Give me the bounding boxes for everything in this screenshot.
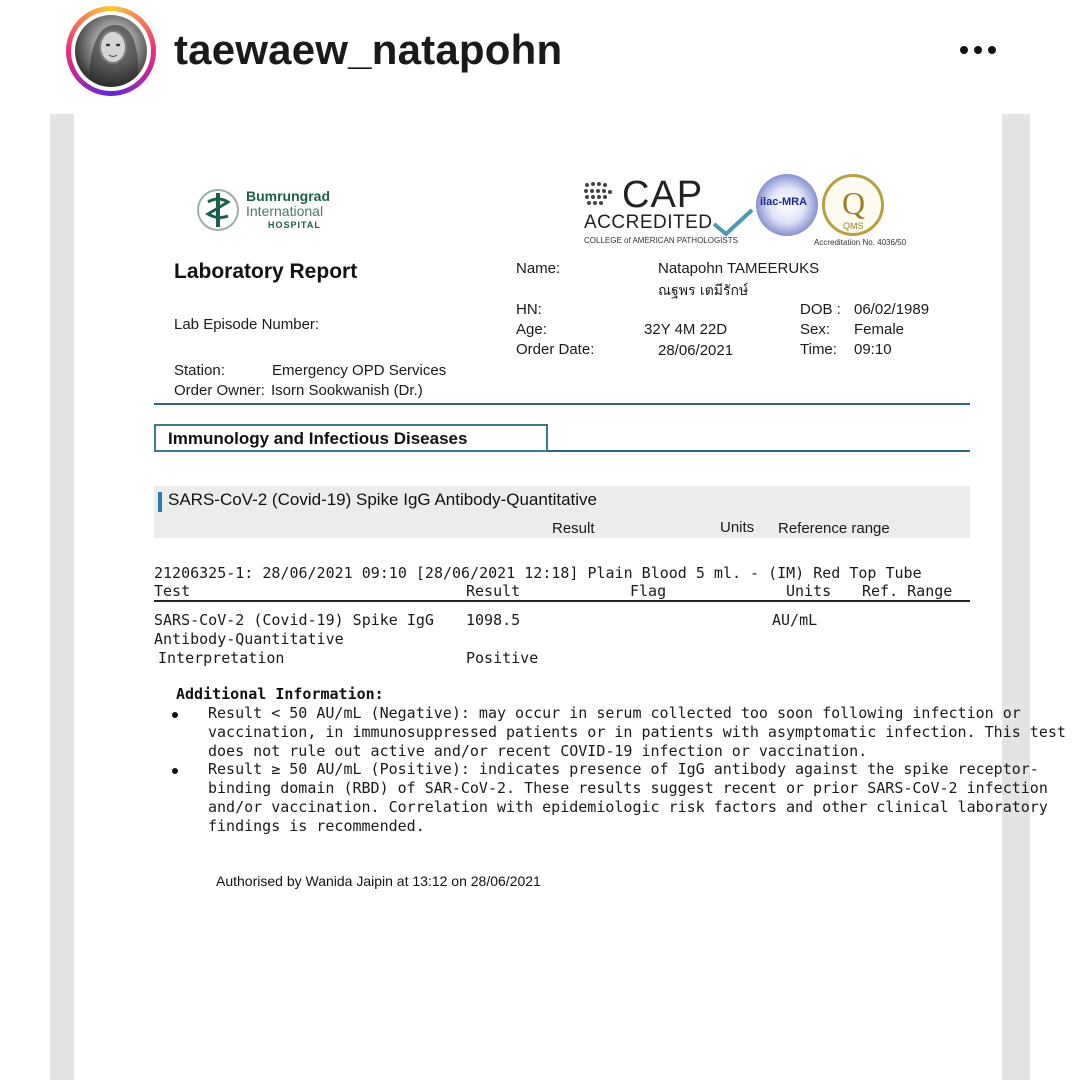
row1-test: SARS-CoV-2 (Covid-19) Spike IgG — [154, 611, 434, 629]
quality-assurance-seal — [822, 174, 884, 236]
table-divider — [154, 600, 970, 602]
col-test: Test — [154, 582, 191, 600]
bullet2-line2: binding domain (RBD) of SAR-CoV-2. These results suggest recent or prior SARS-CoV-2 infection — [208, 779, 1048, 797]
bullet2-line4: findings is recommended. — [208, 817, 425, 835]
ilac-text: ilac-MRA — [760, 196, 808, 208]
col-units: Units — [786, 582, 832, 600]
hospital-name-caption: HOSPITAL — [268, 220, 321, 230]
time-label: Time: — [800, 341, 837, 358]
hospital-name: Bumrungrad — [246, 188, 330, 204]
panel-col-result: Result — [552, 520, 595, 537]
bullet2-line3: and/or vaccination. Correlation with epidemiologic risk factors and other clinical laboratory — [208, 798, 1048, 816]
bullet-1 — [172, 712, 178, 718]
station-label: Station: — [174, 362, 225, 379]
row1-result: 1098.5 — [466, 611, 521, 629]
avatar-image — [75, 15, 147, 87]
accreditation-number: Accreditation No. 4036/50 — [814, 238, 907, 247]
row1-test-cont: Antibody-Quantitative — [154, 630, 344, 648]
bullet1-line2: vaccination, in immunosuppressed patients or in patients with asymptomatic infection. This test — [208, 723, 1066, 741]
more-horizontal-icon[interactable] — [956, 36, 1000, 64]
row1-units: AU/mL — [772, 611, 818, 629]
sex-value: Female — [854, 321, 905, 338]
row2-result: Positive — [466, 649, 539, 667]
panel-col-units: Units — [720, 519, 755, 536]
order-owner-value: Isorn Sookwanish (Dr.) — [271, 382, 423, 399]
username-link[interactable]: taewaew_natapohn — [174, 26, 563, 73]
caduceus-icon — [196, 188, 240, 232]
bullet1-line3: does not rule out active and/or recent COVID-19 infection or vaccination. — [208, 742, 868, 760]
bullet-2 — [172, 768, 178, 774]
section-title: Immunology and Infectious Diseases — [168, 429, 468, 448]
hospital-logo — [196, 186, 346, 230]
cap-accredited-logo — [582, 174, 752, 248]
station-value: Emergency OPD Services — [272, 362, 447, 379]
avatar[interactable] — [75, 15, 147, 87]
section-divider — [548, 450, 970, 452]
order-owner-label: Order Owner: — [174, 382, 265, 399]
authorised-line: Authorised by Wanida Jaipin at 13:12 on 28/06/2021 — [216, 873, 541, 889]
bullet2-line1: Result ≥ 50 AU/mL (Positive): indicates presence of IgG antibody against the spike receptor- — [208, 760, 1039, 778]
col-result: Result — [466, 582, 521, 600]
avatar-border — [71, 11, 151, 91]
col-flag: Flag — [630, 582, 667, 600]
patient-name-thai: ณฐพร เตมีรักษ์ — [658, 283, 749, 299]
bullet1-line1: Result < 50 AU/mL (Negative): may occur in serum collected too soon following infection or — [208, 704, 1021, 722]
hn-label: HN: — [516, 301, 542, 318]
checkmark-icon — [712, 208, 754, 238]
report-title: Laboratory Report — [174, 260, 358, 283]
age-value: 32Y 4M 22D — [644, 321, 728, 338]
panel-marker — [158, 492, 162, 512]
panel-col-reference: Reference range — [778, 520, 890, 537]
time-value: 09:10 — [854, 341, 892, 358]
qa-sub: QMS — [843, 221, 864, 231]
dob-value: 06/02/1989 — [854, 301, 930, 318]
qa-letter: Q — [842, 185, 866, 221]
patient-name: Natapohn TAMEERUKS — [658, 260, 820, 277]
cap-dots-icon — [582, 180, 616, 210]
col-ref-range: Ref. Range — [862, 582, 953, 600]
specimen-line: 21206325-1: 28/06/2021 09:10 [28/06/2021 12:18] Plain Blood 5 ml. - (IM) Red Top Tube — [154, 564, 922, 582]
header-divider — [154, 403, 970, 405]
row2-test: Interpretation — [158, 649, 285, 667]
test-panel-header — [154, 486, 970, 538]
cap-college-text: COLLEGE of AMERICAN PATHOLOGISTS — [584, 236, 738, 245]
cap-accredited-text: ACCREDITED — [584, 212, 713, 233]
name-label: Name: — [516, 260, 561, 277]
lab-episode-label: Lab Episode Number: — [174, 316, 320, 333]
additional-heading: Additional Information: — [176, 685, 384, 703]
dob-label: DOB : — [800, 301, 841, 318]
cap-text: CAP — [622, 174, 704, 216]
section-header — [154, 424, 548, 452]
ilac-mra-logo — [756, 174, 818, 236]
story-ring[interactable] — [66, 6, 156, 96]
age-label: Age: — [516, 321, 547, 338]
sex-label: Sex: — [800, 321, 831, 338]
panel-title: SARS-CoV-2 (Covid-19) Spike IgG Antibody-Quantitative — [168, 490, 597, 509]
lab-report-page — [74, 114, 1066, 1080]
post-image[interactable] — [50, 114, 1066, 1080]
order-date-value: 28/06/2021 — [658, 342, 734, 359]
hospital-name-sub: International — [246, 203, 324, 219]
post-header — [0, 0, 1080, 104]
order-date-label: Order Date: — [516, 341, 595, 358]
